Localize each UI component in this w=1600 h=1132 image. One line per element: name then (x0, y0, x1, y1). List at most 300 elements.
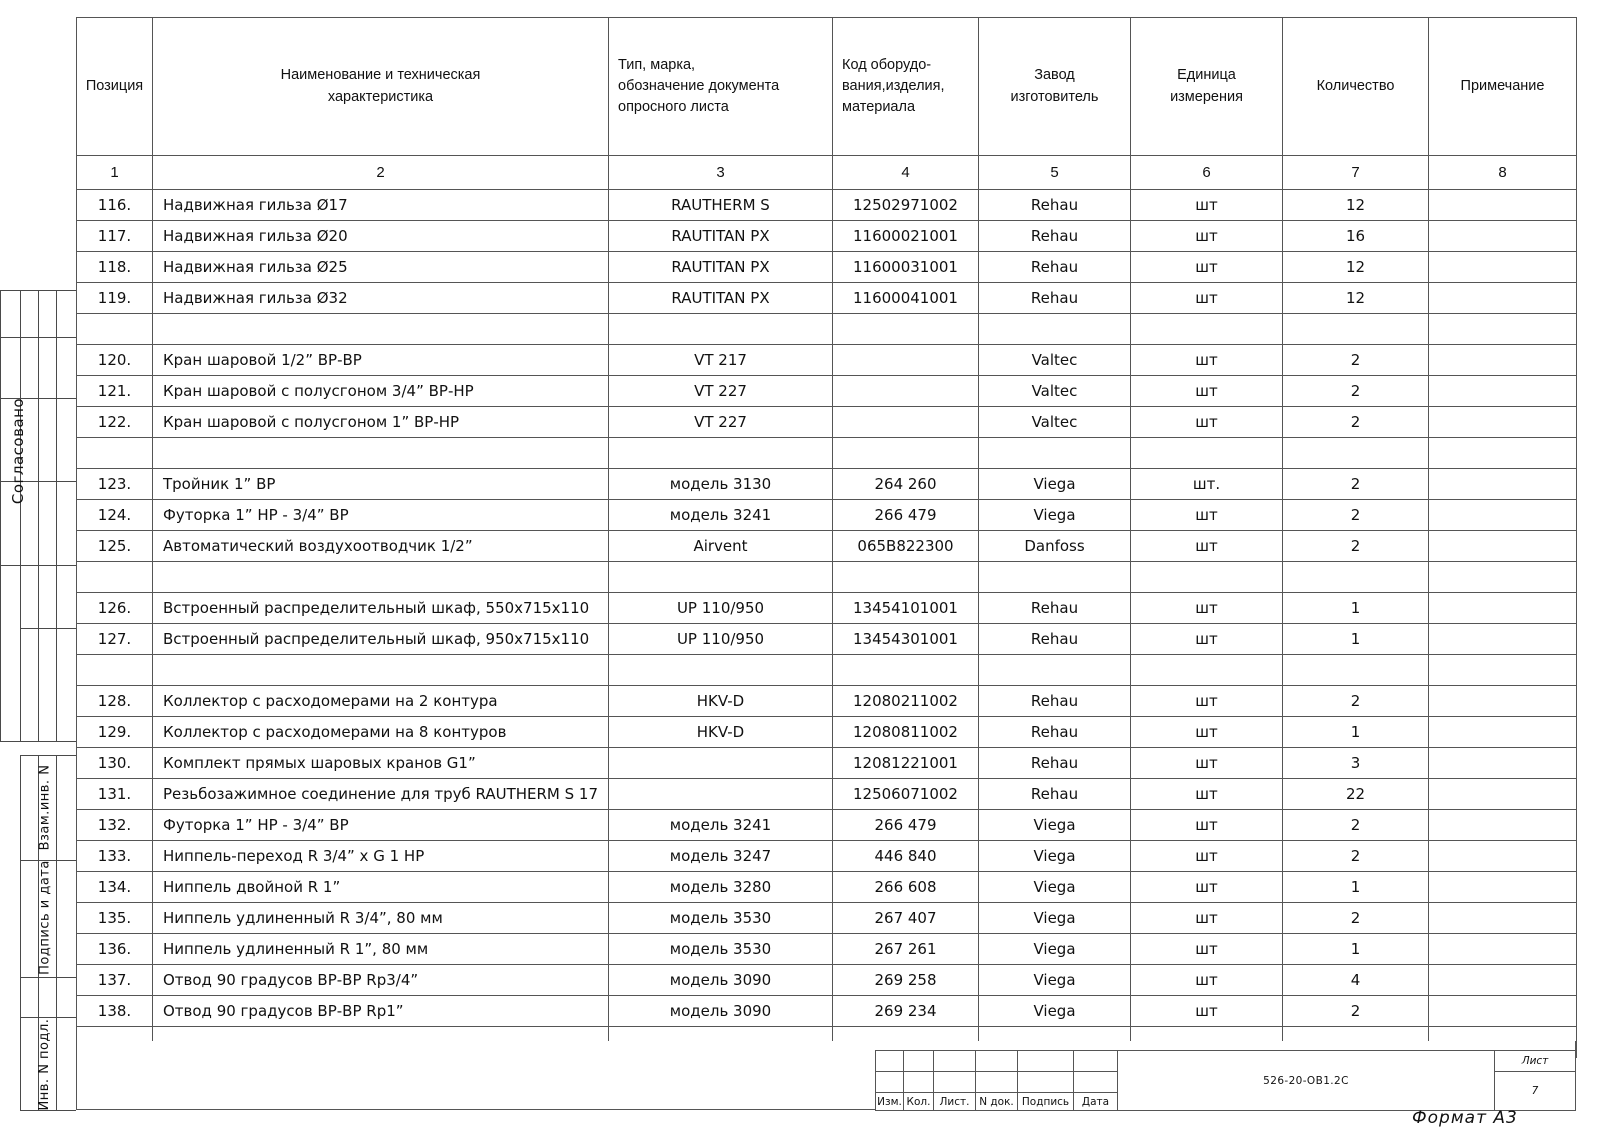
revision-cell[interactable] (934, 1072, 976, 1093)
cell-quantity: 12 (1283, 252, 1429, 283)
cell-manufacturer: Viega (979, 469, 1131, 500)
cell-name (153, 655, 609, 686)
cell-name: Встроенный распределительный шкаф, 950х715х110 (153, 624, 609, 655)
cell-quantity: 1 (1283, 624, 1429, 655)
cell-unit (1131, 314, 1283, 345)
header-text: обозначение документа (618, 77, 780, 94)
cell-quantity: 4 (1283, 965, 1429, 996)
cell-manufacturer (979, 562, 1131, 593)
cell-code (833, 345, 979, 376)
cell-type: UP 110/950 (609, 624, 833, 655)
cell-unit: шт (1131, 407, 1283, 438)
cell-quantity: 2 (1283, 531, 1429, 562)
cell-type: RAUTITAN PX (609, 283, 833, 314)
cell-position: 116. (77, 190, 153, 221)
cell-position: 121. (77, 376, 153, 407)
cell-code: 266 608 (833, 872, 979, 903)
cell-manufacturer (979, 438, 1131, 469)
title-block-col-list: Лист. (934, 1093, 976, 1111)
header-cell-position (77, 18, 153, 156)
revision-cell[interactable] (904, 1072, 934, 1093)
cell-position: 127. (77, 624, 153, 655)
cell-quantity: 22 (1283, 779, 1429, 810)
cell-type: модель 3090 (609, 965, 833, 996)
cell-quantity: 2 (1283, 376, 1429, 407)
table-row (77, 686, 1577, 717)
table-row (77, 748, 1577, 779)
cell-position: 130. (77, 748, 153, 779)
cell-quantity (1283, 655, 1429, 686)
column-number: 8 (1429, 156, 1577, 190)
cell-code: 446 840 (833, 841, 979, 872)
table-header-row (77, 18, 1577, 156)
column-number: 1 (77, 156, 153, 190)
cell-quantity: 2 (1283, 810, 1429, 841)
cell-unit: шт (1131, 903, 1283, 934)
cell-name: Комплект прямых шаровых кранов G1” (153, 748, 609, 779)
cell-note (1429, 283, 1577, 314)
revision-cell[interactable] (1018, 1072, 1074, 1093)
cell-type (609, 748, 833, 779)
cell-manufacturer: Rehau (979, 748, 1131, 779)
cell-name: Надвижная гильза Ø25 (153, 252, 609, 283)
cell-position: 135. (77, 903, 153, 934)
stub-rule (0, 337, 76, 338)
table-spacer-row (77, 562, 1577, 593)
cell-note (1429, 655, 1577, 686)
header-text: Единица (1177, 67, 1236, 84)
cell-position: 136. (77, 934, 153, 965)
cell-manufacturer: Rehau (979, 252, 1131, 283)
cell-unit: шт (1131, 810, 1283, 841)
header-text: Примечание (1460, 77, 1545, 94)
header-text: Наименование и техническая (280, 67, 481, 84)
cell-manufacturer (979, 314, 1131, 345)
cell-note (1429, 252, 1577, 283)
cell-name: Ниппель удлиненный R 1”, 80 мм (153, 934, 609, 965)
cell-position: 120. (77, 345, 153, 376)
cell-note (1429, 841, 1577, 872)
cell-name: Коллектор с расходомерами на 8 контуров (153, 717, 609, 748)
table-spacer-row (77, 314, 1577, 345)
cell-manufacturer: Viega (979, 965, 1131, 996)
cell-manufacturer: Danfoss (979, 531, 1131, 562)
cell-note (1429, 376, 1577, 407)
table-row (77, 531, 1577, 562)
cell-unit: шт (1131, 841, 1283, 872)
cell-type: HKV-D (609, 686, 833, 717)
title-block-col-kol: Кол. (904, 1093, 934, 1111)
cell-quantity: 3 (1283, 748, 1429, 779)
cell-name: Ниппель-переход R 3/4” x G 1 НР (153, 841, 609, 872)
cell-code: 12080811002 (833, 717, 979, 748)
cell-name: Ниппель удлиненный R 3/4”, 80 мм (153, 903, 609, 934)
cell-unit: шт (1131, 872, 1283, 903)
title-block-col-izm: Изм. (876, 1093, 904, 1111)
title-block-col-ndok: N док. (976, 1093, 1018, 1111)
cell-name: Футорка 1” НР - 3/4” ВР (153, 810, 609, 841)
cell-position: 119. (77, 283, 153, 314)
cell-position: 129. (77, 717, 153, 748)
cell-unit: шт (1131, 345, 1283, 376)
cell-manufacturer: Rehau (979, 283, 1131, 314)
cell-type: VT 227 (609, 407, 833, 438)
cell-position: 125. (77, 531, 153, 562)
table-row (77, 965, 1577, 996)
cell-note (1429, 531, 1577, 562)
cell-code: 12080211002 (833, 686, 979, 717)
cell-unit: шт (1131, 593, 1283, 624)
stub-label-podpis-data: Подпись и дата (37, 860, 53, 975)
revision-cell[interactable] (976, 1072, 1018, 1093)
cell-type: модель 3241 (609, 810, 833, 841)
stub-rule (56, 755, 57, 1110)
cell-name: Надвижная гильза Ø17 (153, 190, 609, 221)
cell-manufacturer: Rehau (979, 624, 1131, 655)
cell-code (833, 407, 979, 438)
header-cell-type (609, 18, 833, 156)
column-number: 7 (1283, 156, 1429, 190)
cell-type (609, 779, 833, 810)
cell-unit: шт (1131, 221, 1283, 252)
cell-name (153, 562, 609, 593)
cell-note (1429, 872, 1577, 903)
cell-name: Ниппель двойной R 1” (153, 872, 609, 903)
cell-quantity: 2 (1283, 996, 1429, 1027)
cell-manufacturer: Viega (979, 934, 1131, 965)
header-text: Тип, марка, (618, 56, 696, 73)
stub-rule (56, 290, 57, 741)
header-text: Завод (1034, 67, 1075, 84)
cell-note (1429, 593, 1577, 624)
table-row (77, 500, 1577, 531)
cell-position (77, 655, 153, 686)
cell-note (1429, 500, 1577, 531)
cell-unit: шт (1131, 934, 1283, 965)
table-spacer-row (77, 655, 1577, 686)
cell-position: 137. (77, 965, 153, 996)
cell-name: Отвод 90 градусов ВР-ВР Rp1” (153, 996, 609, 1027)
cell-name: Тройник 1” ВР (153, 469, 609, 500)
column-number-row (77, 156, 1577, 190)
cell-note (1429, 221, 1577, 252)
cell-name: Резьбозажимное соединение для труб RAUTHERM S 17 (153, 779, 609, 810)
table-row (77, 717, 1577, 748)
cell-position: 124. (77, 500, 153, 531)
cell-manufacturer: Rehau (979, 190, 1131, 221)
cell-type: RAUTHERM S (609, 190, 833, 221)
table-row (77, 779, 1577, 810)
cell-note (1429, 562, 1577, 593)
stub-rule (0, 290, 1, 741)
cell-code: 13454101001 (833, 593, 979, 624)
cell-note (1429, 345, 1577, 376)
column-number: 2 (153, 156, 609, 190)
cell-name (153, 438, 609, 469)
table-row (77, 624, 1577, 655)
table-spacer-row (77, 438, 1577, 469)
revision-cell[interactable] (976, 1051, 1018, 1072)
revision-cell[interactable] (1074, 1051, 1118, 1072)
cell-quantity: 2 (1283, 500, 1429, 531)
cell-type: модель 3241 (609, 500, 833, 531)
table-row (77, 593, 1577, 624)
cell-code: 267 261 (833, 934, 979, 965)
cell-code (833, 562, 979, 593)
cell-name: Коллектор с расходомерами на 2 контура (153, 686, 609, 717)
cell-note (1429, 469, 1577, 500)
table-row (77, 934, 1577, 965)
cell-code: 266 479 (833, 810, 979, 841)
cell-note (1429, 314, 1577, 345)
table-row (77, 190, 1577, 221)
header-cell-note (1429, 18, 1577, 156)
cell-note (1429, 686, 1577, 717)
cell-code (833, 314, 979, 345)
cell-code: 12502971002 (833, 190, 979, 221)
cell-quantity: 1 (1283, 872, 1429, 903)
cell-code: 12081221001 (833, 748, 979, 779)
cell-note (1429, 438, 1577, 469)
cell-name: Отвод 90 градусов ВР-ВР Rp3/4” (153, 965, 609, 996)
cell-type: модель 3247 (609, 841, 833, 872)
cell-code: 264 260 (833, 469, 979, 500)
sheet-number: 7 (1495, 1072, 1576, 1111)
cell-manufacturer: Valtec (979, 407, 1131, 438)
stub-rule (38, 290, 39, 741)
header-text: измерения (1170, 88, 1243, 105)
cell-note (1429, 965, 1577, 996)
cell-position: 118. (77, 252, 153, 283)
column-number: 4 (833, 156, 979, 190)
cell-quantity: 12 (1283, 190, 1429, 221)
cell-name: Надвижная гильза Ø20 (153, 221, 609, 252)
cell-manufacturer: Rehau (979, 717, 1131, 748)
cell-manufacturer: Viega (979, 500, 1131, 531)
table-row (77, 252, 1577, 283)
cell-manufacturer: Rehau (979, 221, 1131, 252)
document-number: 526-20-ОВ1.2С (1118, 1051, 1495, 1111)
cell-name: Надвижная гильза Ø32 (153, 283, 609, 314)
cell-quantity (1283, 562, 1429, 593)
cell-position: 134. (77, 872, 153, 903)
cell-quantity: 16 (1283, 221, 1429, 252)
cell-code: 13454301001 (833, 624, 979, 655)
cell-quantity: 2 (1283, 345, 1429, 376)
cell-unit: шт (1131, 779, 1283, 810)
revision-cell[interactable] (934, 1051, 976, 1072)
cell-unit: шт (1131, 748, 1283, 779)
table-row (77, 469, 1577, 500)
table-row (77, 903, 1577, 934)
cell-manufacturer: Viega (979, 903, 1131, 934)
cell-position: 133. (77, 841, 153, 872)
column-number: 5 (979, 156, 1131, 190)
cell-type: модель 3280 (609, 872, 833, 903)
title-block-col-data: Дата (1074, 1093, 1118, 1111)
cell-name: Кран шаровой с полусгоном 1” ВР-НР (153, 407, 609, 438)
cell-note (1429, 624, 1577, 655)
cell-code: 267 407 (833, 903, 979, 934)
cell-position (77, 438, 153, 469)
cell-type (609, 438, 833, 469)
stub-label-vzam-inv: Взам.инв. N (37, 764, 53, 851)
cell-manufacturer: Rehau (979, 686, 1131, 717)
cell-quantity: 2 (1283, 407, 1429, 438)
cell-unit: шт (1131, 965, 1283, 996)
cell-note (1429, 934, 1577, 965)
cell-unit (1131, 438, 1283, 469)
cell-name: Кран шаровой 1/2” ВР-ВР (153, 345, 609, 376)
cell-note (1429, 748, 1577, 779)
revision-cell[interactable] (904, 1051, 934, 1072)
cell-unit: шт (1131, 996, 1283, 1027)
cell-unit: шт (1131, 376, 1283, 407)
cell-type: Airvent (609, 531, 833, 562)
cell-quantity: 2 (1283, 903, 1429, 934)
cell-type (609, 314, 833, 345)
cell-manufacturer: Viega (979, 810, 1131, 841)
cell-type: RAUTITAN PX (609, 252, 833, 283)
cell-position: 132. (77, 810, 153, 841)
table-row (77, 376, 1577, 407)
cell-code: 11600021001 (833, 221, 979, 252)
revision-cell[interactable] (1018, 1051, 1074, 1072)
cell-note (1429, 190, 1577, 221)
cell-code (833, 655, 979, 686)
column-number: 6 (1131, 156, 1283, 190)
revision-cell[interactable] (876, 1072, 904, 1093)
stub-label-inv-podl: Инв. N подл. (37, 1018, 52, 1111)
cell-type (609, 562, 833, 593)
table-row (77, 221, 1577, 252)
title-block-col-podpis: Подпись (1018, 1093, 1074, 1111)
cell-position: 117. (77, 221, 153, 252)
cell-quantity: 2 (1283, 841, 1429, 872)
header-text: вания,изделия, (842, 77, 945, 94)
header-cell-manufacturer (979, 18, 1131, 156)
cell-position: 122. (77, 407, 153, 438)
cell-type: UP 110/950 (609, 593, 833, 624)
cell-quantity: 2 (1283, 686, 1429, 717)
sheet-label: Лист (1495, 1051, 1576, 1072)
revision-cell[interactable] (1074, 1072, 1118, 1093)
left-margin-stub (0, 17, 76, 1110)
table-row (77, 841, 1577, 872)
cell-quantity: 1 (1283, 934, 1429, 965)
cell-position: 131. (77, 779, 153, 810)
header-text: Количество (1316, 77, 1395, 94)
header-text: характеристика (327, 88, 434, 105)
cell-type: RAUTITAN PX (609, 221, 833, 252)
cell-manufacturer: Valtec (979, 345, 1131, 376)
table-row (77, 810, 1577, 841)
cell-type: модель 3130 (609, 469, 833, 500)
cell-code: 11600031001 (833, 252, 979, 283)
stub-rule (20, 628, 76, 629)
format-label: Формат А3 (1412, 1108, 1518, 1128)
header-cell-code (833, 18, 979, 156)
stub-rule (20, 290, 21, 741)
cell-code: 269 234 (833, 996, 979, 1027)
header-cell-unit (1131, 18, 1283, 156)
cell-code: 11600041001 (833, 283, 979, 314)
cell-quantity: 12 (1283, 283, 1429, 314)
header-cell-quantity (1283, 18, 1429, 156)
table-row (77, 872, 1577, 903)
header-text: Код оборудо- (842, 56, 932, 73)
cell-note (1429, 810, 1577, 841)
cell-unit (1131, 655, 1283, 686)
table-row (77, 996, 1577, 1027)
stub-rule (20, 755, 21, 1110)
cell-type: модель 3530 (609, 903, 833, 934)
column-number: 3 (609, 156, 833, 190)
cell-position: 138. (77, 996, 153, 1027)
header-text: материала (842, 99, 916, 115)
cell-note (1429, 996, 1577, 1027)
cell-manufacturer: Valtec (979, 376, 1131, 407)
cell-code: 269 258 (833, 965, 979, 996)
cell-type (609, 655, 833, 686)
cell-unit: шт (1131, 283, 1283, 314)
cell-note (1429, 779, 1577, 810)
table-row (77, 283, 1577, 314)
cell-unit (1131, 562, 1283, 593)
cell-manufacturer: Viega (979, 872, 1131, 903)
cell-type: модель 3090 (609, 996, 833, 1027)
cell-manufacturer: Rehau (979, 593, 1131, 624)
cell-unit: шт (1131, 624, 1283, 655)
cell-name: Кран шаровой с полусгоном 3/4” ВР-НР (153, 376, 609, 407)
cell-unit: шт (1131, 686, 1283, 717)
header-text: изготовитель (1010, 88, 1099, 105)
cell-name: Футорка 1” НР - 3/4” ВР (153, 500, 609, 531)
cell-name: Автоматический воздухоотводчик 1/2” (153, 531, 609, 562)
cell-position: 123. (77, 469, 153, 500)
cell-code (833, 438, 979, 469)
cell-unit: шт (1131, 500, 1283, 531)
cell-quantity: 2 (1283, 469, 1429, 500)
cell-type: VT 217 (609, 345, 833, 376)
cell-type: модель 3530 (609, 934, 833, 965)
cell-type: VT 227 (609, 376, 833, 407)
cell-name (153, 314, 609, 345)
cell-note (1429, 903, 1577, 934)
cell-code: 065B822300 (833, 531, 979, 562)
title-block-row-1 (876, 1051, 1576, 1072)
cell-type: HKV-D (609, 717, 833, 748)
cell-manufacturer: Viega (979, 996, 1131, 1027)
cell-unit: шт (1131, 190, 1283, 221)
header-text: опросного листа (618, 99, 729, 115)
cell-position: 128. (77, 686, 153, 717)
stub-rule (0, 741, 76, 742)
cell-quantity (1283, 438, 1429, 469)
table-row (77, 407, 1577, 438)
cell-name: Встроенный распределительный шкаф, 550х715х110 (153, 593, 609, 624)
revision-cell[interactable] (876, 1051, 904, 1072)
cell-position: 126. (77, 593, 153, 624)
cell-code: 266 479 (833, 500, 979, 531)
stub-rule (0, 565, 76, 566)
cell-unit: шт. (1131, 469, 1283, 500)
title-block (875, 1050, 1575, 1108)
stub-label-soglasovano: Согласовано (9, 397, 27, 505)
cell-code: 12506071002 (833, 779, 979, 810)
cell-note (1429, 717, 1577, 748)
table-row (77, 345, 1577, 376)
